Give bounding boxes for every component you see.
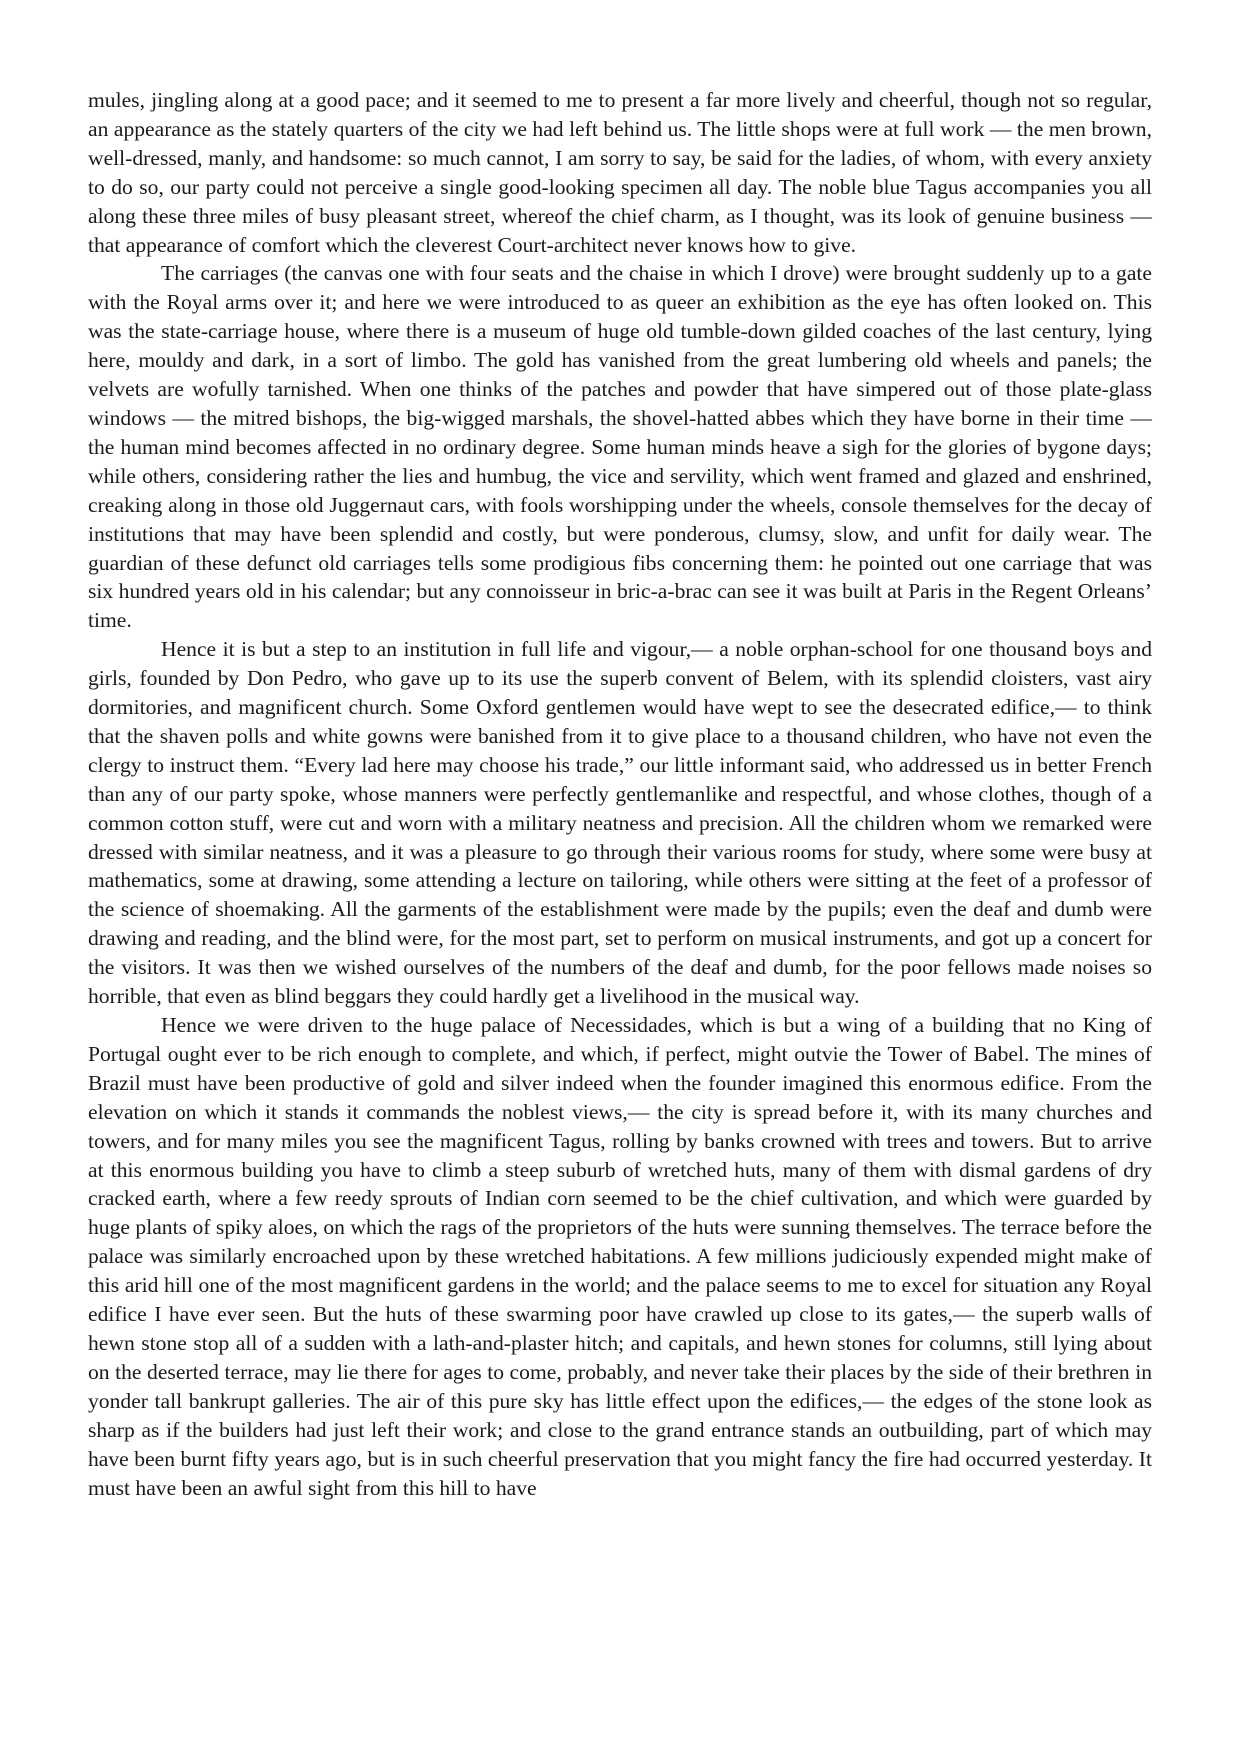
paragraph-carriage-house: The carriages (the canvas one with four seats and the chaise in which I drove) were brought suddenly up to a gate with the Royal arms over it; and here we were introduced to as queer an exhibition as the eye has often looked on. This was the state-carriage house, where there is a museum of huge old tumble-down gilded coaches of the last century, lying here, mouldy and dark, in a sort of limbo. The gold has vanished from the great lumbering old wheels and panels; the velvets are wofully tarnished. When one thinks of the patches and powder that have simpered out of those plate-glass windows — the mitred bishops, the big-wigged marshals, the shovel-hatted abbes which they have borne in their time — the human mind becomes affected in no ordinary degree. Some human minds heave a sigh for the glories of bygone days; while others, considering rather the lies and humbug, the vice and servility, which went framed and glazed and enshrined, creaking along in those old Juggernaut cars, with fools worshipping under the wheels, console themselves for the decay of institutions that may have been splendid and costly, but were ponderous, clumsy, slow, and unfit for daily wear. The guardian of these defunct old carriages tells some prodigious fibs concerning them: he pointed out one carriage that was six hundred years old in his calendar; but any connoisseur in bric-a-brac can see it was built at Paris in the Regent Orleans’ time. [88,261,1152,633]
document-page [88,86,1152,1502]
paragraph-necessidades-palace: Hence we were driven to the huge palace of Necessidades, which is but a wing of a building that no King of Portugal ought ever to be rich enough to complete, and which, if perfect, might outvie the Tower of Babel. The mines of Brazil must have been productive of gold and silver indeed when the founder imagined this enormous edifice. From the elevation on which it stands it commands the noblest views,— the city is spread before it, with its many churches and towers, and for many miles you see the magnificent Tagus, rolling by banks crowned with trees and towers. But to arrive at this enormous building you have to climb a steep suburb of wretched huts, many of them with dismal gardens of dry cracked earth, where a few reedy sprouts of Indian corn seemed to be the chief cultivation, and which were guarded by huge plants of spiky aloes, on which the rags of the proprietors of the huts were sunning themselves. The terrace before the palace was similarly encroached upon by these wretched habitations. A few millions judiciously expended might make of this arid hill one of the most magnificent gardens in the world; and the palace seems to me to excel for situation any Royal edifice I have ever seen. But the huts of these swarming poor have crawled up close to its gates,— the superb walls of hewn stone stop all of a sudden with a lath-and-plaster hitch; and capitals, and hewn stones for columns, still lying about on the deserted terrace, may lie there for ages to come, probably, and never take their places by the side of their brethren in yonder tall bankrupt galleries. The air of this pure sky has little effect upon the edifices,— the edges of the stone look as sharp as if the builders had just left their work; and close to the grand entrance stands an outbuilding, part of which may have been burnt fifty years ago, but is in such cheerful preservation that you might fancy the fire had occurred yesterday. It must have been an awful sight from this hill to have [88,1013,1152,1500]
paragraph-orphan-school: Hence it is but a step to an institution in full life and vigour,— a noble orphan-school for one thousand boys and girls, founded by Don Pedro, who gave up to its use the superb convent of Belem, with its splendid cloisters, vast airy dormitories, and magnificent church. Some Oxford gentlemen would have wept to see the desecrated edifice,— to think that the shaven polls and white gowns were banished from it to give place to a thousand children, who have not even the clergy to instruct them. “Every lad here may choose his trade,” our little informant said, who addressed us in better French than any of our party spoke, whose manners were perfectly gentlemanlike and respectful, and whose clothes, though of a common cotton stuff, were cut and worn with a military neatness and precision. All the children whom we remarked were dressed with similar neatness, and it was a pleasure to go through their various rooms for study, where some were busy at mathematics, some at drawing, some attending a lecture on tailoring, while others were sitting at the feet of a professor of the science of shoemaking. All the garments of the establishment were made by the pupils; even the deaf and dumb were drawing and reading, and the blind were, for the most part, set to perform on musical instruments, and got up a concert for the visitors. It was then we wished ourselves of the numbers of the deaf and dumb, for the poor fellows made noises so horrible, that even as blind beggars they could hardly get a livelihood in the musical way. [88,637,1152,1009]
paragraph-street: mules, jingling along at a good pace; and it seemed to me to present a far more lively and cheerful, though not so regular, an appearance as the stately quarters of the city we had left behind us. The little shops were at full work — the men brown, well-dressed, manly, and handsome: so much cannot, I am sorry to say, be said for the ladies, of whom, with every anxiety to do so, our party could not perceive a single good-looking specimen all day. The noble blue Tagus accompanies you all along these three miles of busy pleasant street, whereof the chief charm, as I thought, was its look of genuine business — that appearance of comfort which the cleverest Court-architect never knows how to give. [88,88,1152,257]
